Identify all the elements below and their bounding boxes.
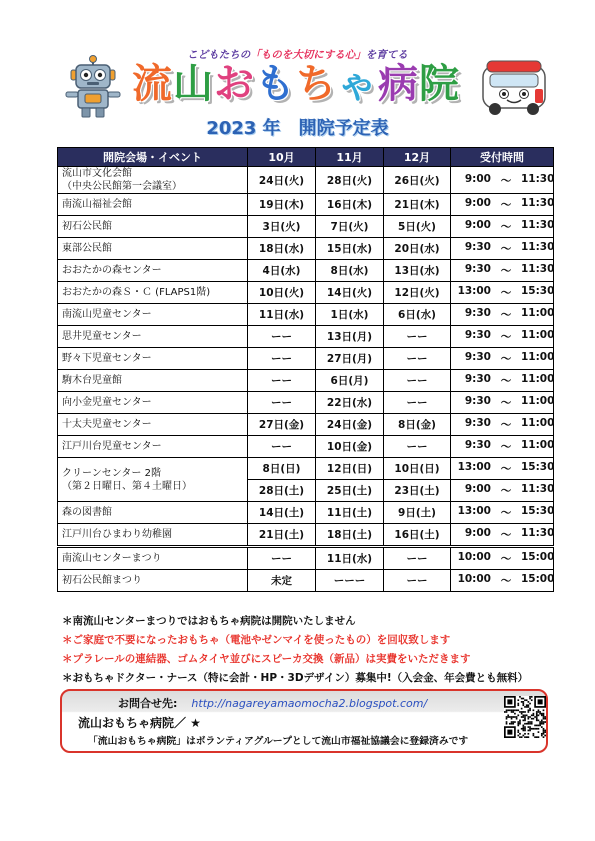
date-cell-oct: 4日(水) xyxy=(248,260,316,282)
qr-code-icon[interactable] xyxy=(504,696,546,738)
venue-row xyxy=(58,216,554,238)
reception-time-cell xyxy=(451,502,554,524)
reception-time xyxy=(451,417,553,432)
date-cell-dec: 9日(土) xyxy=(384,502,451,524)
time-end: 11:30 xyxy=(521,197,555,209)
date-cell-oct: ーー xyxy=(248,392,316,414)
venue-name-line: 流山市文化会館 xyxy=(62,168,132,179)
venue-name-line: （第２日曜日、第４土曜日） xyxy=(62,480,192,492)
title-char: 山 xyxy=(173,61,214,107)
time-separator: ～ xyxy=(500,529,512,541)
venue-name-line: 駒木台児童館 xyxy=(62,375,122,386)
robot-icon xyxy=(62,55,124,119)
reception-time-cell xyxy=(451,414,554,436)
date-cell-oct: ーー xyxy=(248,370,316,392)
reception-time-cell xyxy=(451,304,554,326)
venue-cell xyxy=(58,502,248,524)
date-cell-nov: 15日(水) xyxy=(316,238,384,260)
contact-label: お問合せ先: xyxy=(118,697,178,710)
time-separator: ～ xyxy=(500,287,512,299)
date-cell-oct: ーー xyxy=(248,436,316,458)
venue-cell xyxy=(58,216,248,238)
venue-name-line: 江戸川台ひまわり幼稚園 xyxy=(62,529,172,540)
reception-time xyxy=(451,505,553,520)
venue-name-line: おおたかの森Ｓ・Ｃ (FLAPS1階) xyxy=(62,287,211,298)
time-end: 15:30 xyxy=(521,285,555,297)
date-cell-dec: 23日(土) xyxy=(384,480,451,502)
time-separator: ～ xyxy=(500,575,512,587)
schedule-header-row xyxy=(58,148,554,167)
reception-time-cell xyxy=(451,216,554,238)
reception-time xyxy=(451,197,553,212)
time-separator: ～ xyxy=(500,331,512,343)
venue-name-line: 十太夫児童センター xyxy=(62,419,152,430)
header-venue: 開院会場・イベント xyxy=(58,148,248,167)
date-cell-dec: ーー xyxy=(384,436,451,458)
title-char: 病 xyxy=(378,61,419,107)
date-cell-nov: 11日(土) xyxy=(316,502,384,524)
tagline-before: こどもたちの xyxy=(187,49,251,61)
time-separator: ～ xyxy=(500,199,512,211)
date-cell-oct: 未定 xyxy=(248,570,316,592)
time-end: 11:30 xyxy=(521,527,555,539)
time-separator: ～ xyxy=(500,353,512,365)
venue-row xyxy=(58,167,554,194)
time-separator: ～ xyxy=(500,397,512,409)
venue-cell xyxy=(58,414,248,436)
reception-time xyxy=(451,461,553,476)
notes-list xyxy=(62,612,552,688)
reception-time-cell xyxy=(451,238,554,260)
venue-row xyxy=(58,436,554,458)
header-reception-time: 受付時間 xyxy=(451,148,554,167)
time-end: 11:00 xyxy=(521,307,555,319)
venue-cell xyxy=(58,547,248,570)
reception-time xyxy=(451,307,553,322)
venue-row xyxy=(58,260,554,282)
reception-time xyxy=(451,351,553,366)
schedule-body xyxy=(58,167,554,592)
header-month-dec: 12月 xyxy=(384,148,451,167)
reception-time xyxy=(451,483,553,498)
venue-name-line: （中央公民館第一会議室） xyxy=(62,181,182,192)
date-cell-oct: 11日(水) xyxy=(248,304,316,326)
time-end: 11:00 xyxy=(521,395,555,407)
venue-cell xyxy=(58,436,248,458)
date-cell-nov: 8日(水) xyxy=(316,260,384,282)
time-separator: ～ xyxy=(500,174,512,187)
venue-cell xyxy=(58,370,248,392)
venue-name-line: 南流山センターまつり xyxy=(62,553,162,564)
time-start: 9:30 xyxy=(464,241,491,253)
reception-time xyxy=(451,573,553,588)
date-cell-oct: 27日(金) xyxy=(248,414,316,436)
date-cell-dec: 6日(水) xyxy=(384,304,451,326)
title-char: も xyxy=(255,61,296,107)
header-month-nov: 11月 xyxy=(316,148,384,167)
time-start: 9:30 xyxy=(464,307,491,319)
reception-time xyxy=(451,263,553,278)
date-cell-nov: 10日(金) xyxy=(316,436,384,458)
date-cell-nov: 12日(日) xyxy=(316,458,384,480)
date-cell-oct: 21日(土) xyxy=(248,524,316,547)
date-cell-oct: 24日(火) xyxy=(248,167,316,194)
contact-box xyxy=(60,689,548,753)
venue-name-line: おおたかの森センター xyxy=(62,265,162,276)
venue-cell xyxy=(58,282,248,304)
time-separator: ～ xyxy=(500,243,512,255)
note-item: ＊おもちゃドクター・ナース（特に会計・HP・3Dデザイン）募集中!（入会金、年会費とも無料） xyxy=(62,672,529,684)
schedule-header xyxy=(58,148,554,167)
date-cell-nov: 13日(月) xyxy=(316,326,384,348)
venue-name-line: 初石公民館 xyxy=(62,221,112,232)
date-cell-dec: 13日(水) xyxy=(384,260,451,282)
date-cell-oct: 19日(木) xyxy=(248,194,316,216)
reception-time xyxy=(451,219,553,234)
reception-time-cell xyxy=(451,392,554,414)
venue-row xyxy=(58,194,554,216)
venue-cell xyxy=(58,194,248,216)
time-start: 9:00 xyxy=(464,527,491,539)
venue-row xyxy=(58,348,554,370)
reception-time-cell xyxy=(451,326,554,348)
time-start: 9:00 xyxy=(464,219,491,231)
time-start: 9:30 xyxy=(464,263,491,275)
reception-time xyxy=(451,241,553,256)
venue-name-line: 初石公民館まつり xyxy=(62,575,142,586)
reception-time-cell xyxy=(451,260,554,282)
date-cell-nov: ーーー xyxy=(316,570,384,592)
note-item: ＊プラレールの連結器、ゴムタイヤ並びにスピーカ交換（新品）は実費をいただきます xyxy=(62,653,471,665)
title-char: ゃ xyxy=(337,61,378,107)
date-cell-dec: 26日(火) xyxy=(384,167,451,194)
header-month-oct: 10月 xyxy=(248,148,316,167)
venue-name-line: 江戸川台児童センター xyxy=(62,441,162,452)
time-end: 11:30 xyxy=(521,241,555,253)
time-start: 9:30 xyxy=(464,351,491,363)
reception-time xyxy=(451,285,553,300)
reception-time xyxy=(451,395,553,410)
date-cell-oct: 18日(水) xyxy=(248,238,316,260)
date-cell-nov: 22日(水) xyxy=(316,392,384,414)
time-end: 15:30 xyxy=(521,461,555,473)
time-start: 9:00 xyxy=(464,172,491,185)
time-start: 10:00 xyxy=(457,551,491,563)
event-row xyxy=(58,547,554,570)
venue-cell xyxy=(58,167,248,194)
time-end: 11:30 xyxy=(521,219,555,231)
schedule-table xyxy=(57,147,554,592)
venue-cell xyxy=(58,524,248,547)
date-cell-dec: 16日(土) xyxy=(384,524,451,547)
reception-time xyxy=(451,551,553,566)
venue-name-line: クリーンセンター 2階 xyxy=(62,467,161,479)
time-start: 10:00 xyxy=(457,573,491,585)
venue-cell xyxy=(58,326,248,348)
venue-name-line: 野々下児童センター xyxy=(62,353,152,364)
time-start: 13:00 xyxy=(457,461,491,473)
date-cell-oct: 28日(土) xyxy=(248,480,316,502)
date-cell-oct: 10日(火) xyxy=(248,282,316,304)
venue-cell xyxy=(58,238,248,260)
event-row xyxy=(58,570,554,592)
time-end: 11:00 xyxy=(521,329,555,341)
time-end: 15:00 xyxy=(521,573,555,585)
reception-time-cell xyxy=(451,370,554,392)
time-end: 11:00 xyxy=(521,439,555,451)
reception-time-cell xyxy=(451,480,554,502)
date-cell-dec: ーー xyxy=(384,348,451,370)
date-cell-oct: ーー xyxy=(248,547,316,570)
date-cell-nov: 14日(火) xyxy=(316,282,384,304)
time-start: 9:30 xyxy=(464,395,491,407)
venue-row xyxy=(58,524,554,547)
reception-time-cell xyxy=(451,194,554,216)
contact-org-name: 流山おもちゃ病院／ ★ xyxy=(78,716,201,730)
reception-time-cell xyxy=(451,282,554,304)
time-separator: ～ xyxy=(500,507,512,519)
time-separator: ～ xyxy=(500,553,512,565)
venue-name-line: 思井児童センター xyxy=(62,331,142,342)
time-start: 9:00 xyxy=(464,483,491,495)
date-cell-nov: 11日(水) xyxy=(316,547,384,570)
time-end: 11:00 xyxy=(521,351,555,363)
date-cell-dec: ーー xyxy=(384,547,451,570)
venue-name-line: 南流山児童センター xyxy=(62,309,152,320)
time-start: 9:00 xyxy=(464,197,491,209)
time-end: 11:30 xyxy=(521,263,555,275)
reception-time-cell xyxy=(451,167,554,194)
time-start: 9:30 xyxy=(464,329,491,341)
reception-time xyxy=(451,173,553,188)
time-separator: ～ xyxy=(500,375,512,387)
reception-time-cell xyxy=(451,436,554,458)
venue-row xyxy=(58,238,554,260)
reception-time-cell xyxy=(451,524,554,547)
time-start: 13:00 xyxy=(457,505,491,517)
date-cell-nov: 16日(木) xyxy=(316,194,384,216)
venue-cell xyxy=(58,392,248,414)
venue-row xyxy=(58,502,554,524)
time-separator: ～ xyxy=(500,221,512,233)
tagline-after: を育てる xyxy=(365,49,408,61)
date-cell-nov: 6日(月) xyxy=(316,370,384,392)
date-cell-nov: 18日(土) xyxy=(316,524,384,547)
registration-note: 「流山おもちゃ病院」はボランティアグループとして流山市福祉協議会に登録済みです xyxy=(88,736,469,747)
date-cell-oct: ーー xyxy=(248,326,316,348)
time-start: 9:30 xyxy=(464,417,491,429)
venue-name-line: 森の図書館 xyxy=(62,507,112,518)
date-cell-dec: 8日(金) xyxy=(384,414,451,436)
venue-cell xyxy=(58,304,248,326)
date-cell-dec: ーー xyxy=(384,370,451,392)
date-cell-dec: ーー xyxy=(384,326,451,348)
time-end: 15:00 xyxy=(521,551,555,563)
title-char: 流 xyxy=(132,61,173,107)
date-cell-dec: 20日(水) xyxy=(384,238,451,260)
time-separator: ～ xyxy=(500,265,512,277)
time-end: 11:00 xyxy=(521,373,555,385)
reception-time-cell xyxy=(451,547,554,570)
venue-row xyxy=(58,304,554,326)
reception-time xyxy=(451,373,553,388)
reception-time xyxy=(451,329,553,344)
venue-cell xyxy=(58,458,248,502)
date-cell-dec: ーー xyxy=(384,392,451,414)
date-cell-nov: 1日(水) xyxy=(316,304,384,326)
venue-row xyxy=(58,458,554,480)
date-cell-nov: 7日(火) xyxy=(316,216,384,238)
date-cell-nov: 27日(月) xyxy=(316,348,384,370)
reception-time-cell xyxy=(451,570,554,592)
venue-cell xyxy=(58,260,248,282)
tagline-highlight: 「ものを大切にする心」 xyxy=(250,49,366,61)
date-cell-oct: ーー xyxy=(248,348,316,370)
venue-cell xyxy=(58,348,248,370)
date-cell-dec: 10日(日) xyxy=(384,458,451,480)
venue-row xyxy=(58,326,554,348)
time-start: 9:30 xyxy=(464,439,491,451)
time-end: 11:00 xyxy=(521,417,555,429)
venue-row xyxy=(58,282,554,304)
time-separator: ～ xyxy=(500,463,512,475)
reception-time xyxy=(451,439,553,454)
title-char: ち xyxy=(296,61,337,107)
date-cell-oct: 3日(火) xyxy=(248,216,316,238)
note-item: ＊ご家庭で不要になったおもちゃ（電池やゼンマイを使ったもの）を回収致します xyxy=(62,634,451,646)
time-end: 11:30 xyxy=(521,172,555,185)
venue-name-line: 南流山福祉会館 xyxy=(62,199,132,210)
ambulance-icon xyxy=(479,56,549,118)
time-separator: ～ xyxy=(500,441,512,453)
time-separator: ～ xyxy=(500,485,512,497)
time-start: 9:30 xyxy=(464,373,491,385)
title-char: お xyxy=(214,61,255,107)
venue-cell xyxy=(58,570,248,592)
note-item: ＊南流山センターまつりではおもちゃ病院は開院いたしません xyxy=(62,615,356,627)
date-cell-oct: 8日(日) xyxy=(248,458,316,480)
date-cell-nov: 28日(火) xyxy=(316,167,384,194)
reception-time-cell xyxy=(451,458,554,480)
date-cell-dec: 21日(木) xyxy=(384,194,451,216)
venue-row xyxy=(58,392,554,414)
date-cell-nov: 24日(金) xyxy=(316,414,384,436)
reception-time xyxy=(451,527,553,542)
venue-row xyxy=(58,370,554,392)
time-start: 13:00 xyxy=(457,285,491,297)
time-end: 11:30 xyxy=(521,483,555,495)
venue-name-line: 向小金児童センター xyxy=(62,397,152,408)
venue-name-line: 東部公民館 xyxy=(62,243,112,254)
date-cell-oct: 14日(土) xyxy=(248,502,316,524)
date-cell-nov: 25日(土) xyxy=(316,480,384,502)
page-subtitle: 2023 年 開院予定表 xyxy=(206,118,389,139)
venue-row xyxy=(58,414,554,436)
reception-time-cell xyxy=(451,348,554,370)
date-cell-dec: ーー xyxy=(384,570,451,592)
time-separator: ～ xyxy=(500,309,512,321)
time-separator: ～ xyxy=(500,419,512,431)
date-cell-dec: 5日(火) xyxy=(384,216,451,238)
date-cell-dec: 12日(火) xyxy=(384,282,451,304)
app-title xyxy=(132,59,460,109)
contact-url-link[interactable]: http://nagareyamaomocha2.blogspot.com/ xyxy=(191,697,428,710)
time-end: 15:30 xyxy=(521,505,555,517)
title-char: 院 xyxy=(419,61,460,107)
contact-line xyxy=(118,695,427,711)
